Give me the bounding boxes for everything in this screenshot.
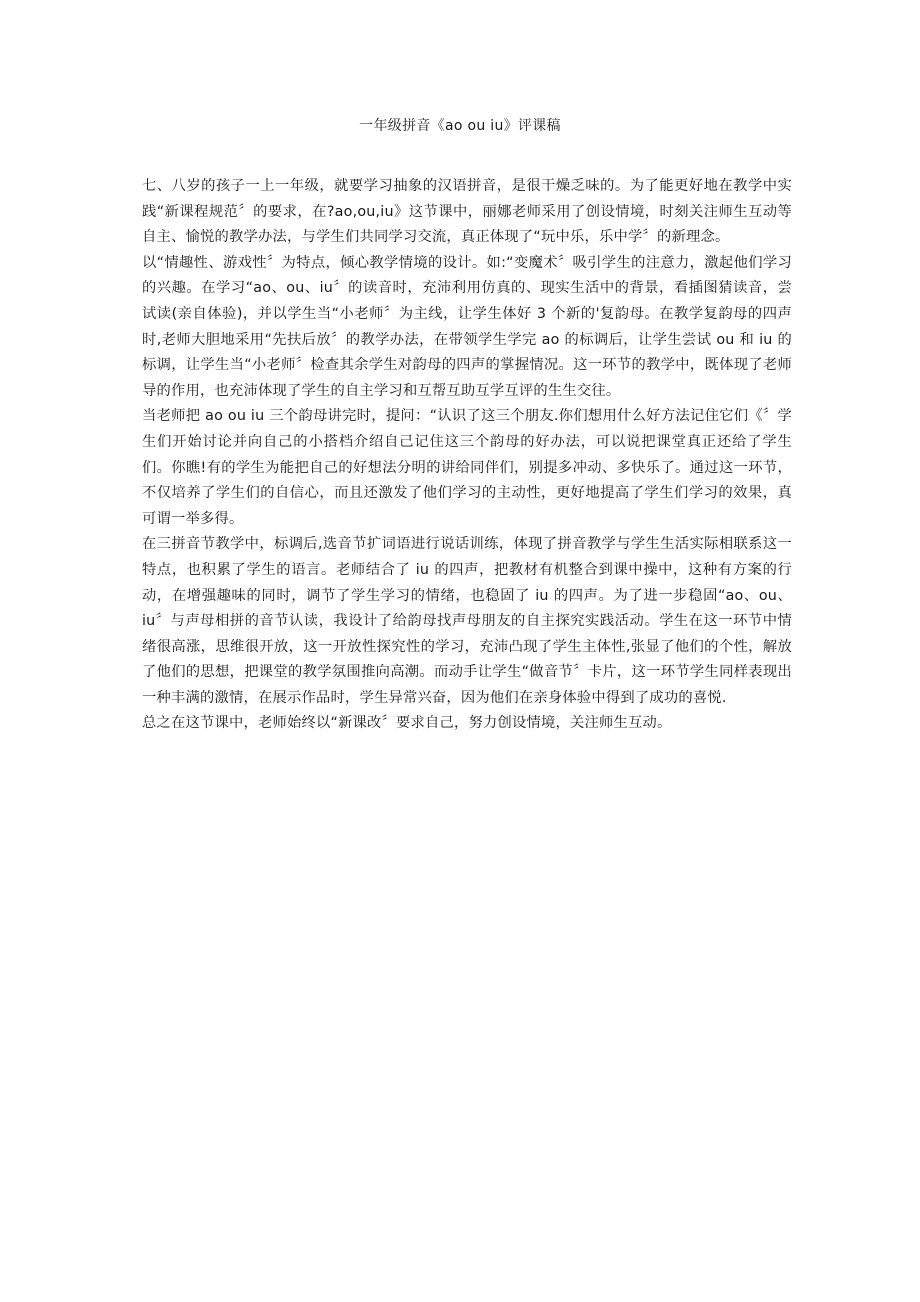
document-title: 一年级拼音《ao ou iu》评课稿 [359, 118, 561, 134]
paragraph-discussion: 当老师把 ao ou iu 三个韵母讲完时，提问：“认识了这三个朋友.你们想用什么好方法记住它们《〞学生们开始讨论并向自己的小搭档介绍自己记住这三个韵母的好办法，可以说把课堂真正还给了学生们。你瞧!有的学生为能把自己的好想法分明的讲给同伴们，别提多冲动、多快乐了。通过这一环节，不仅培养了学生们的自信心，而且还激发了他们学习的主动性，更好地提高了学生们学习的效果，真可谓一举多得。 [142, 408, 792, 527]
paragraph-interest-games: 以“情趣性、游戏性〞为特点，倾心教学情境的设计。如:“变魔术〞吸引学生的注意力，激起他们学习的兴趣。在学习“ao、ou、iu〞的读音时，充沛利用仿真的、现实生活中的背景，看插图猜读音，尝试读(亲自体验)，并以学生当“小老师〞为主线，让学生体好 3 个新的'复韵母。在教学复韵母的四声时,老师大胆地采用“先扶后放〞的教学办法，在带领学生学完 ao 的标调后，让学生尝试 ou 和 iu 的标调，让学生当“小老师〞检查其余学生对韵母的四声的掌握情况。这一环节的教学中，既体现了老师导的作用，也充沛体现了学生的自主学习和互帮互助互学互评的生生交往。 [142, 254, 792, 399]
document-body [142, 174, 792, 737]
paragraph-intro: 七、八岁的孩子一上一年级，就要学习抽象的汉语拼音，是很干燥乏味的。为了能更好地在教学中实践“新课程规范〞的要求，在?ao,ou,iu》这节课中，丽娜老师采用了创设情境，时刻关注师生互动等自主、愉悦的教学办法，与学生们共同学习交流，真正体现了“玩中乐，乐中学〞的新理念。 [142, 178, 792, 246]
paragraph-conclusion: 总之在这节课中，老师始终以“新课改〞要求自己，努力创设情境，关注师生互动。 [142, 715, 672, 732]
paragraph-syllables: 在三拼音节教学中，标调后,选音节扩词语进行说话训练，体现了拼音教学与学生生活实际相联系这一特点，也积累了学生的语言。老师结合了 iu 的四声，把教材有机整合到课中操中，这种有方案的行动，在增强趣味的同时，调节了学生学习的情绪，也稳固了 iu 的四声。为了进一步稳固“ao、ou、iu〞与声母相拼的音节认读，我设计了给韵母找声母朋友的自主探究实践活动。学生在这一环节中情绪很高涨，思维很开放，这一开放性探究性的学习，充沛凸现了学生主体性,张显了他们的个性，解放了他们的思想，把课堂的教学氛围推向高潮。而动手让学生“做音节〞卡片，这一环节学生同样表现出一种丰满的激情，在展示作品时，学生异常兴奋，因为他们在亲身体验中得到了成功的喜悦. [142, 536, 792, 706]
